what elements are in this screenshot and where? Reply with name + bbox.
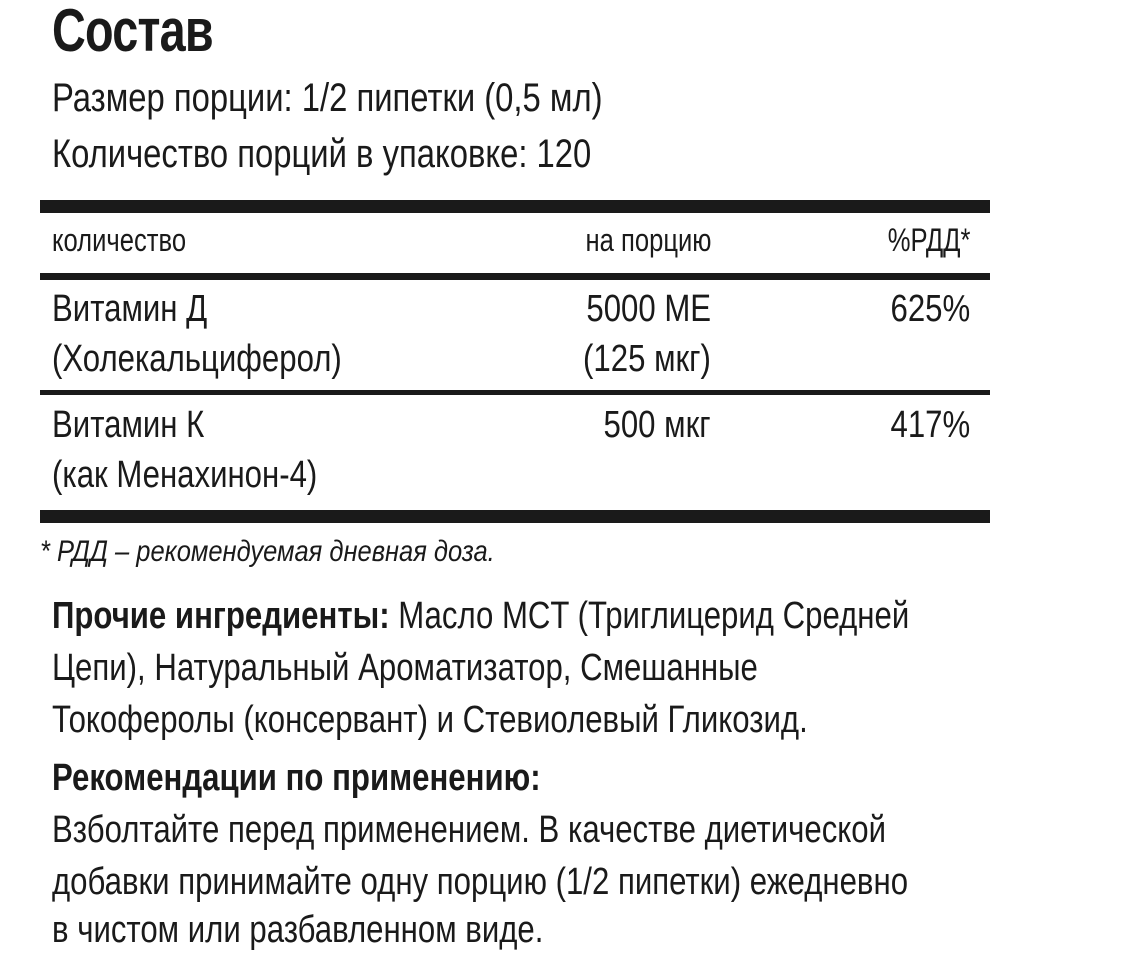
- row-divider: [40, 390, 990, 395]
- table-top-rule: [40, 200, 990, 213]
- row2-rda: 417%: [890, 404, 970, 446]
- row2-name: Витамин К: [52, 404, 205, 446]
- row2-name-detail: (как Менахинон-4): [52, 454, 318, 496]
- row1-rda: 625%: [890, 288, 970, 330]
- other-ingredients-line-2: Цепи), Натуральный Ароматизатор, Смешанные: [52, 647, 758, 689]
- table-bottom-rule: [40, 510, 990, 523]
- row2-amount: 500 мкг: [603, 404, 711, 446]
- header-rda: %РДД*: [887, 222, 970, 258]
- header-per-serving: на порцию: [585, 222, 711, 258]
- other-ingredients-text-1: Масло MCT (Триглицерид Средней: [389, 595, 910, 637]
- page-title: Состав: [52, 0, 213, 64]
- rda-footnote: * РДД – рекомендуемая дневная доза.: [40, 535, 495, 568]
- other-ingredients-label: Прочие ингредиенты:: [52, 595, 390, 637]
- usage-label: Рекомендации по применению:: [52, 757, 541, 799]
- usage-line-2: добавки принимайте одну порцию (1/2 пипетки) ежедневно: [52, 861, 909, 903]
- serving-size: Размер порции: 1/2 пипетки (0,5 мл): [52, 76, 603, 120]
- other-ingredients-line-1: [52, 590, 909, 642]
- usage-label-line: [52, 752, 541, 804]
- other-ingredients-line-3: Токоферолы (консервант) и Стевиолевый Гликозид.: [52, 699, 808, 741]
- row1-name-detail: (Холекальциферол): [52, 338, 342, 380]
- row1-name: Витамин Д: [52, 288, 208, 330]
- header-amount: количество: [52, 222, 187, 258]
- usage-line-3: в чистом или разбавленном виде.: [52, 909, 544, 951]
- header-rule: [40, 273, 990, 280]
- usage-line-1: Взболтайте перед применением. В качестве диетической: [52, 809, 886, 851]
- servings-per-container: Количество порций в упаковке: 120: [52, 132, 592, 176]
- row1-amount-detail: (125 мкг): [583, 338, 711, 380]
- row1-amount: 5000 МЕ: [586, 288, 711, 330]
